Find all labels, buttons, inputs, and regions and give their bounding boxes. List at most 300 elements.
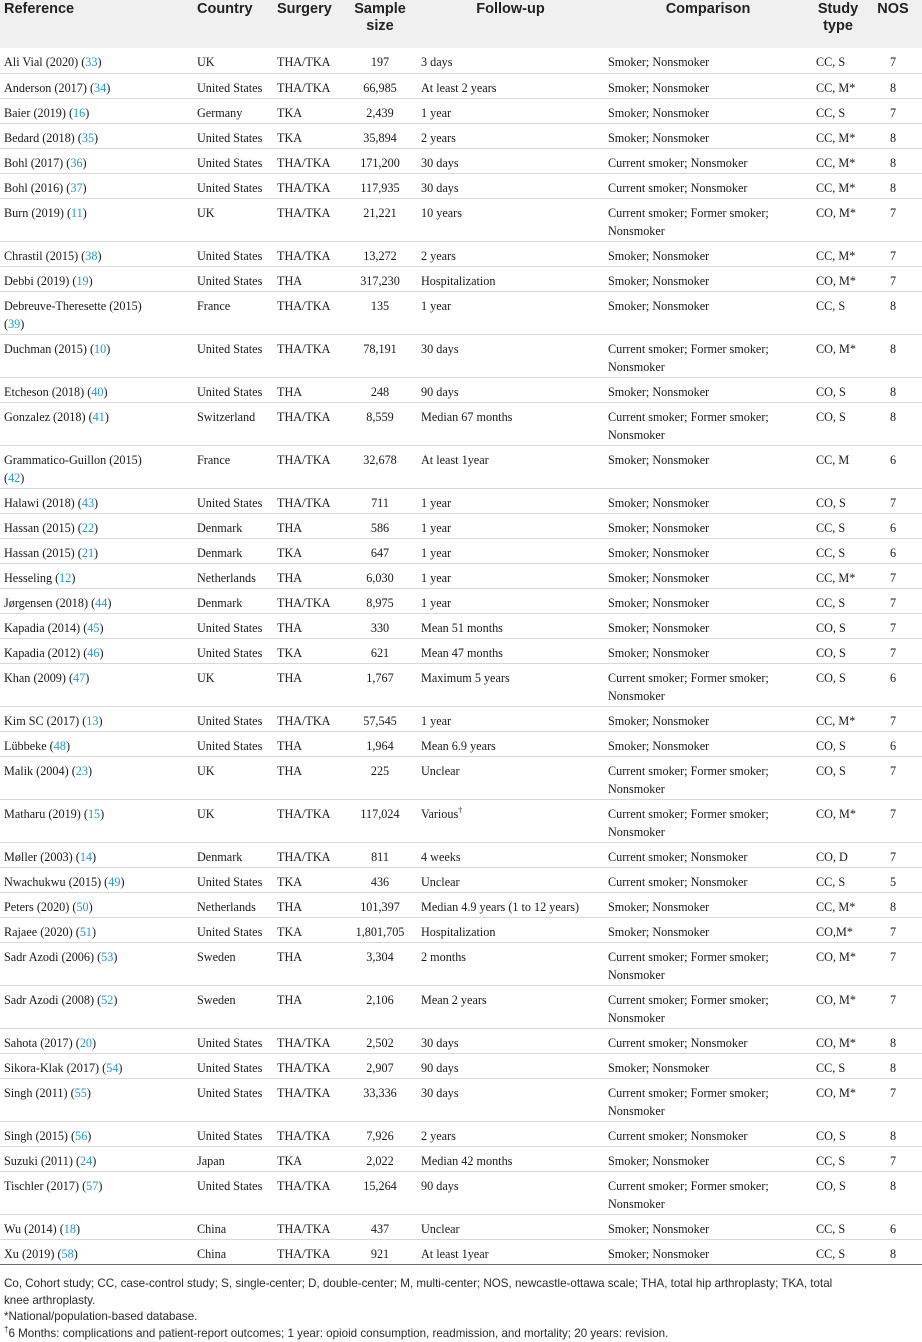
- citation-link[interactable]: 58: [62, 1247, 74, 1261]
- cell-reference: [0, 98, 193, 123]
- table-row: [0, 538, 922, 563]
- cell-follow-up: [417, 173, 604, 198]
- cell-follow-up: [417, 1053, 604, 1078]
- cell-comparison: [604, 892, 812, 917]
- cell-study-type: CC, S: [812, 867, 864, 892]
- cell-surgery: THA: [273, 513, 343, 538]
- reference-close-paren: ): [106, 342, 110, 356]
- reference-text: Kim SC (2017) (: [4, 714, 86, 728]
- cell-study-type: CO,M*: [812, 917, 864, 942]
- cell-nos: 8: [864, 892, 922, 917]
- cell-sample-size: 811: [343, 842, 417, 867]
- cell-country: United States: [193, 334, 273, 377]
- cell-follow-up: [417, 799, 604, 842]
- table-row: [0, 588, 922, 613]
- citation-link[interactable]: 15: [88, 807, 100, 821]
- reference-text: Xu (2019) (: [4, 1247, 62, 1261]
- cell-follow-up: [417, 266, 604, 291]
- cell-surgery: TKA: [273, 1146, 343, 1171]
- footnote-abbreviations: Co, Cohort study; CC, case-control study; S, single-center; D, double-center; M, multi-center; NOS, newcastle-ottawa scale; THA, total hip arthroplasty; TKA, total knee arthroplasty.: [4, 1276, 916, 1309]
- cell-nos: 7: [864, 266, 922, 291]
- reference-text: Debreuve-Theresette (2015): [4, 299, 142, 313]
- comparison-line1: Smoker; Nonsmoker: [608, 453, 709, 467]
- cell-comparison: [604, 942, 812, 985]
- cell-sample-size: 436: [343, 867, 417, 892]
- cell-sample-size: 57,545: [343, 706, 417, 731]
- header-sample-size-line1: Sample: [354, 1, 406, 17]
- cell-surgery: THA/TKA: [273, 1053, 343, 1078]
- cell-study-type: CO, S: [812, 756, 864, 799]
- cell-nos: 6: [864, 1214, 922, 1239]
- table-row: [0, 1146, 922, 1171]
- cell-sample-size: 2,502: [343, 1028, 417, 1053]
- cell-study-type: CO, S: [812, 1121, 864, 1146]
- cell-nos: 7: [864, 198, 922, 241]
- reference-close-paren: ): [94, 521, 98, 535]
- cell-nos: 7: [864, 985, 922, 1028]
- follow-up-text: 10 years: [421, 206, 462, 220]
- reference-close-paren: ): [71, 571, 75, 585]
- citation-link[interactable]: 52: [101, 993, 113, 1007]
- cell-follow-up: [417, 377, 604, 402]
- cell-comparison: [604, 1146, 812, 1171]
- cell-country: United States: [193, 638, 273, 663]
- follow-up-text: 2 years: [421, 131, 456, 145]
- cell-follow-up: [417, 613, 604, 638]
- citation-link[interactable]: 22: [82, 521, 94, 535]
- cell-sample-size: 586: [343, 513, 417, 538]
- cell-nos: 6: [864, 538, 922, 563]
- comparison-line1: Current smoker; Former smoker;: [608, 1179, 769, 1193]
- cell-country: United States: [193, 1121, 273, 1146]
- cell-reference: [0, 799, 193, 842]
- citation-link[interactable]: 44: [95, 596, 107, 610]
- comparison-line1: Current smoker; Former smoker;: [608, 1086, 769, 1100]
- table-row: [0, 98, 922, 123]
- comparison-line1: Smoker; Nonsmoker: [608, 81, 709, 95]
- cell-sample-size: 1,801,705: [343, 917, 417, 942]
- comparison-line1: Current smoker; Nonsmoker: [608, 156, 747, 170]
- cell-reference: [0, 48, 193, 73]
- cell-follow-up: [417, 731, 604, 756]
- cell-study-type: CC, M*: [812, 563, 864, 588]
- table-row: [0, 613, 922, 638]
- citation-link[interactable]: 33: [85, 55, 97, 69]
- cell-sample-size: 437: [343, 1214, 417, 1239]
- cell-surgery: THA/TKA: [273, 1121, 343, 1146]
- citation-link[interactable]: 19: [76, 274, 88, 288]
- dagger-mark: †: [4, 1325, 8, 1334]
- table-row: [0, 1078, 922, 1121]
- reference-close-paren: ): [85, 671, 89, 685]
- reference-close-paren: ): [20, 317, 24, 331]
- citation-link[interactable]: 24: [80, 1154, 92, 1168]
- cell-nos: 8: [864, 334, 922, 377]
- comparison-line2: Nonsmoker: [608, 825, 665, 839]
- cell-comparison: [604, 402, 812, 445]
- cell-reference: [0, 1214, 193, 1239]
- cell-surgery: TKA: [273, 98, 343, 123]
- cell-surgery: THA/TKA: [273, 706, 343, 731]
- cell-comparison: [604, 538, 812, 563]
- citation-link[interactable]: 48: [54, 739, 66, 753]
- citation-link[interactable]: 18: [64, 1222, 76, 1236]
- header-study-type: [812, 0, 864, 48]
- cell-study-type: CC, S: [812, 98, 864, 123]
- cell-nos: 8: [864, 123, 922, 148]
- citation-link[interactable]: 16: [73, 106, 85, 120]
- comparison-line1: Smoker; Nonsmoker: [608, 274, 709, 288]
- follow-up-text: Mean 47 months: [421, 646, 503, 660]
- follow-up-text: Median 4.9 years (1 to 12 years): [421, 900, 579, 914]
- citation-link[interactable]: 46: [87, 646, 99, 660]
- table-row: [0, 563, 922, 588]
- table-row: [0, 706, 922, 731]
- cell-nos: 7: [864, 942, 922, 985]
- cell-comparison: [604, 198, 812, 241]
- cell-nos: 7: [864, 488, 922, 513]
- follow-up-text: 90 days: [421, 385, 459, 399]
- citation-link[interactable]: 23: [76, 764, 88, 778]
- citation-link[interactable]: 43: [82, 496, 94, 510]
- dagger-mark: †: [458, 805, 462, 814]
- cell-study-type: CC, M*: [812, 706, 864, 731]
- cell-study-type: CC, S: [812, 1053, 864, 1078]
- citation-link[interactable]: 42: [8, 471, 20, 485]
- cell-follow-up: [417, 241, 604, 266]
- cell-nos: 8: [864, 1121, 922, 1146]
- table-row: [0, 867, 922, 892]
- table-row: [0, 445, 922, 488]
- comparison-line1: Smoker; Nonsmoker: [608, 131, 709, 145]
- reference-text: Burn (2019) (: [4, 206, 71, 220]
- table-body: [0, 48, 922, 1264]
- cell-comparison: [604, 266, 812, 291]
- comparison-line1: Smoker; Nonsmoker: [608, 571, 709, 585]
- cell-reference: [0, 663, 193, 706]
- header-reference: Reference: [0, 0, 193, 48]
- cell-country: Sweden: [193, 985, 273, 1028]
- cell-reference: [0, 942, 193, 985]
- reference-close-paren: ): [89, 900, 93, 914]
- citation-link[interactable]: 13: [86, 714, 98, 728]
- follow-up-text: 2 years: [421, 249, 456, 263]
- cell-follow-up: [417, 445, 604, 488]
- reference-text: Ali Vial (2020) (: [4, 55, 85, 69]
- cell-nos: 8: [864, 148, 922, 173]
- cell-country: United States: [193, 1078, 273, 1121]
- reference-close-paren: ): [113, 993, 117, 1007]
- cell-country: United States: [193, 173, 273, 198]
- reference-text: Khan (2009) (: [4, 671, 73, 685]
- cell-surgery: TKA: [273, 638, 343, 663]
- cell-sample-size: 8,559: [343, 402, 417, 445]
- cell-follow-up: [417, 892, 604, 917]
- comparison-line1: Smoker; Nonsmoker: [608, 546, 709, 560]
- citation-link[interactable]: 20: [80, 1036, 92, 1050]
- cell-study-type: CC, M*: [812, 73, 864, 98]
- comparison-line2: Nonsmoker: [608, 782, 665, 796]
- reference-text: Bohl (2016) (: [4, 181, 70, 195]
- comparison-line1: Current smoker; Nonsmoker: [608, 1129, 747, 1143]
- cell-country: United States: [193, 706, 273, 731]
- follow-up-text: At least 1year: [421, 1247, 489, 1261]
- cell-surgery: TKA: [273, 538, 343, 563]
- follow-up-text: Mean 51 months: [421, 621, 503, 635]
- cell-surgery: THA/TKA: [273, 198, 343, 241]
- cell-country: Denmark: [193, 513, 273, 538]
- reference-close-paren: ): [98, 714, 102, 728]
- cell-comparison: [604, 1121, 812, 1146]
- cell-nos: 7: [864, 241, 922, 266]
- table-row: [0, 1028, 922, 1053]
- cell-reference: [0, 377, 193, 402]
- cell-follow-up: [417, 538, 604, 563]
- cell-sample-size: 8,975: [343, 588, 417, 613]
- cell-study-type: CC, M*: [812, 173, 864, 198]
- reference-text: Sadr Azodi (2006) (: [4, 950, 101, 964]
- cell-follow-up: [417, 1239, 604, 1264]
- cell-comparison: [604, 1214, 812, 1239]
- cell-study-type: CO, M*: [812, 985, 864, 1028]
- reference-text: Nwachukwu (2015) (: [4, 875, 108, 889]
- citation-link[interactable]: 40: [91, 385, 103, 399]
- follow-up-text: 1 year: [421, 571, 451, 585]
- cell-country: United States: [193, 241, 273, 266]
- cell-follow-up: [417, 917, 604, 942]
- cell-follow-up: [417, 1121, 604, 1146]
- cell-sample-size: 330: [343, 613, 417, 638]
- cell-country: United States: [193, 488, 273, 513]
- cell-comparison: [604, 48, 812, 73]
- cell-reference: [0, 445, 193, 488]
- cell-study-type: CO, S: [812, 663, 864, 706]
- comparison-line2: Nonsmoker: [608, 1011, 665, 1025]
- header-comparison: Comparison: [604, 0, 812, 48]
- cell-comparison: [604, 917, 812, 942]
- reference-close-paren: ): [99, 621, 103, 635]
- citation-link[interactable]: 11: [71, 206, 83, 220]
- cell-surgery: THA/TKA: [273, 1078, 343, 1121]
- cell-follow-up: [417, 1078, 604, 1121]
- cell-reference: [0, 198, 193, 241]
- cell-comparison: [604, 985, 812, 1028]
- cell-nos: 8: [864, 73, 922, 98]
- cell-comparison: [604, 334, 812, 377]
- citation-link[interactable]: 21: [82, 546, 94, 560]
- cell-nos: 8: [864, 402, 922, 445]
- comparison-line1: Current smoker; Nonsmoker: [608, 181, 747, 195]
- cell-study-type: CO, M*: [812, 266, 864, 291]
- cell-nos: 7: [864, 799, 922, 842]
- cell-reference: [0, 334, 193, 377]
- header-sample-size: [343, 0, 417, 48]
- cell-comparison: [604, 488, 812, 513]
- follow-up-text: 1 year: [421, 299, 451, 313]
- cell-sample-size: 197: [343, 48, 417, 73]
- cell-country: United States: [193, 1053, 273, 1078]
- comparison-line1: Smoker; Nonsmoker: [608, 1222, 709, 1236]
- cell-follow-up: [417, 638, 604, 663]
- citation-link[interactable]: 36: [70, 156, 82, 170]
- reference-text: Hassan (2015) (: [4, 521, 82, 535]
- cell-sample-size: 317,230: [343, 266, 417, 291]
- comparison-line1: Current smoker; Former smoker;: [608, 671, 769, 685]
- reference-text: Sahota (2017) (: [4, 1036, 80, 1050]
- cell-sample-size: 248: [343, 377, 417, 402]
- cell-study-type: CO, M*: [812, 799, 864, 842]
- cell-sample-size: 711: [343, 488, 417, 513]
- table-row: [0, 663, 922, 706]
- comparison-line1: Smoker; Nonsmoker: [608, 1247, 709, 1261]
- reference-close-paren: ): [87, 1129, 91, 1143]
- cell-study-type: CC, S: [812, 513, 864, 538]
- cell-nos: 7: [864, 588, 922, 613]
- citation-link[interactable]: 10: [94, 342, 106, 356]
- citation-link[interactable]: 49: [108, 875, 120, 889]
- cell-reference: [0, 588, 193, 613]
- cell-comparison: [604, 867, 812, 892]
- cell-study-type: CC, M*: [812, 148, 864, 173]
- cell-nos: 6: [864, 513, 922, 538]
- comparison-line1: Smoker; Nonsmoker: [608, 646, 709, 660]
- comparison-line2: Nonsmoker: [608, 968, 665, 982]
- reference-close-paren: ): [89, 274, 93, 288]
- cell-comparison: [604, 1239, 812, 1264]
- citation-link[interactable]: 37: [70, 181, 82, 195]
- citation-link[interactable]: 14: [80, 850, 92, 864]
- reference-text: Matharu (2019) (: [4, 807, 88, 821]
- table-row: [0, 266, 922, 291]
- cell-follow-up: [417, 588, 604, 613]
- table-row: [0, 1053, 922, 1078]
- cell-sample-size: 621: [343, 638, 417, 663]
- cell-country: France: [193, 291, 273, 334]
- citation-link[interactable]: 12: [59, 571, 71, 585]
- cell-follow-up: [417, 942, 604, 985]
- citation-link[interactable]: 51: [80, 925, 92, 939]
- cell-surgery: THA/TKA: [273, 1028, 343, 1053]
- citation-link[interactable]: 38: [85, 249, 97, 263]
- comparison-line1: Current smoker; Former smoker;: [608, 410, 769, 424]
- cell-reference: [0, 241, 193, 266]
- citation-link[interactable]: 35: [82, 131, 94, 145]
- citation-link[interactable]: 47: [73, 671, 85, 685]
- citation-link[interactable]: 55: [75, 1086, 87, 1100]
- cell-surgery: THA: [273, 731, 343, 756]
- cell-country: United States: [193, 73, 273, 98]
- table-row: [0, 377, 922, 402]
- comparison-line1: Smoker; Nonsmoker: [608, 1154, 709, 1168]
- reference-text: Anderson (2017) (: [4, 81, 94, 95]
- citation-link[interactable]: 54: [106, 1061, 118, 1075]
- reference-close-paren: ): [74, 1247, 78, 1261]
- cell-nos: 5: [864, 867, 922, 892]
- cell-surgery: THA/TKA: [273, 148, 343, 173]
- table-row: [0, 917, 922, 942]
- cell-sample-size: 2,907: [343, 1053, 417, 1078]
- cell-study-type: CO, S: [812, 1171, 864, 1214]
- cell-sample-size: 15,264: [343, 1171, 417, 1214]
- reference-text: Grammatico-Guillon (2015): [4, 453, 142, 467]
- reference-close-paren: ): [106, 81, 110, 95]
- cell-nos: 7: [864, 917, 922, 942]
- cell-reference: [0, 1146, 193, 1171]
- cell-reference: [0, 867, 193, 892]
- reference-text: Kapadia (2014) (: [4, 621, 87, 635]
- reference-close-paren: ): [92, 850, 96, 864]
- cell-reference: [0, 513, 193, 538]
- cell-study-type: CC, S: [812, 538, 864, 563]
- cell-sample-size: 117,935: [343, 173, 417, 198]
- reference-close-paren: ): [113, 950, 117, 964]
- follow-up-text: 1 year: [421, 106, 451, 120]
- citation-link[interactable]: 45: [87, 621, 99, 635]
- cell-reference: [0, 291, 193, 334]
- cell-study-type: CO, M*: [812, 1028, 864, 1053]
- citation-link[interactable]: 57: [86, 1179, 98, 1193]
- cell-sample-size: 135: [343, 291, 417, 334]
- cell-nos: 6: [864, 663, 922, 706]
- cell-country: China: [193, 1239, 273, 1264]
- citation-link[interactable]: 34: [94, 81, 106, 95]
- cell-surgery: THA/TKA: [273, 73, 343, 98]
- cell-surgery: THA: [273, 892, 343, 917]
- citation-link[interactable]: 39: [8, 317, 20, 331]
- reference-close-paren: ): [83, 156, 87, 170]
- cell-surgery: THA/TKA: [273, 173, 343, 198]
- follow-up-text: Hospitalization: [421, 925, 495, 939]
- cell-comparison: [604, 1078, 812, 1121]
- cell-reference: [0, 985, 193, 1028]
- cell-reference: [0, 266, 193, 291]
- cell-nos: 7: [864, 1078, 922, 1121]
- cell-country: United States: [193, 377, 273, 402]
- table-row: [0, 756, 922, 799]
- reference-text: Bedard (2018) (: [4, 131, 82, 145]
- cell-comparison: [604, 1053, 812, 1078]
- cell-follow-up: [417, 706, 604, 731]
- cell-comparison: [604, 638, 812, 663]
- header-country: Country: [193, 0, 273, 48]
- cell-comparison: [604, 731, 812, 756]
- cell-reference: [0, 1028, 193, 1053]
- header-study-type-line1: Study: [818, 1, 858, 17]
- citation-link[interactable]: 56: [75, 1129, 87, 1143]
- cell-country: United States: [193, 867, 273, 892]
- cell-country: UK: [193, 48, 273, 73]
- cell-follow-up: [417, 663, 604, 706]
- cell-sample-size: 13,272: [343, 241, 417, 266]
- comparison-line1: Smoker; Nonsmoker: [608, 521, 709, 535]
- comparison-line1: Current smoker; Former smoker;: [608, 950, 769, 964]
- cell-country: UK: [193, 663, 273, 706]
- cell-follow-up: [417, 867, 604, 892]
- cell-follow-up: [417, 123, 604, 148]
- cell-country: United States: [193, 613, 273, 638]
- cell-nos: 8: [864, 1171, 922, 1214]
- cell-country: UK: [193, 756, 273, 799]
- cell-reference: [0, 488, 193, 513]
- header-surgery: Surgery: [273, 0, 343, 48]
- citation-link[interactable]: 50: [76, 900, 88, 914]
- header-sample-size-line2: size: [366, 18, 393, 34]
- cell-nos: 7: [864, 638, 922, 663]
- reference-close-paren: ): [98, 1179, 102, 1193]
- citation-link[interactable]: 53: [101, 950, 113, 964]
- citation-link[interactable]: 41: [93, 410, 105, 424]
- cell-study-type: CO, M*: [812, 198, 864, 241]
